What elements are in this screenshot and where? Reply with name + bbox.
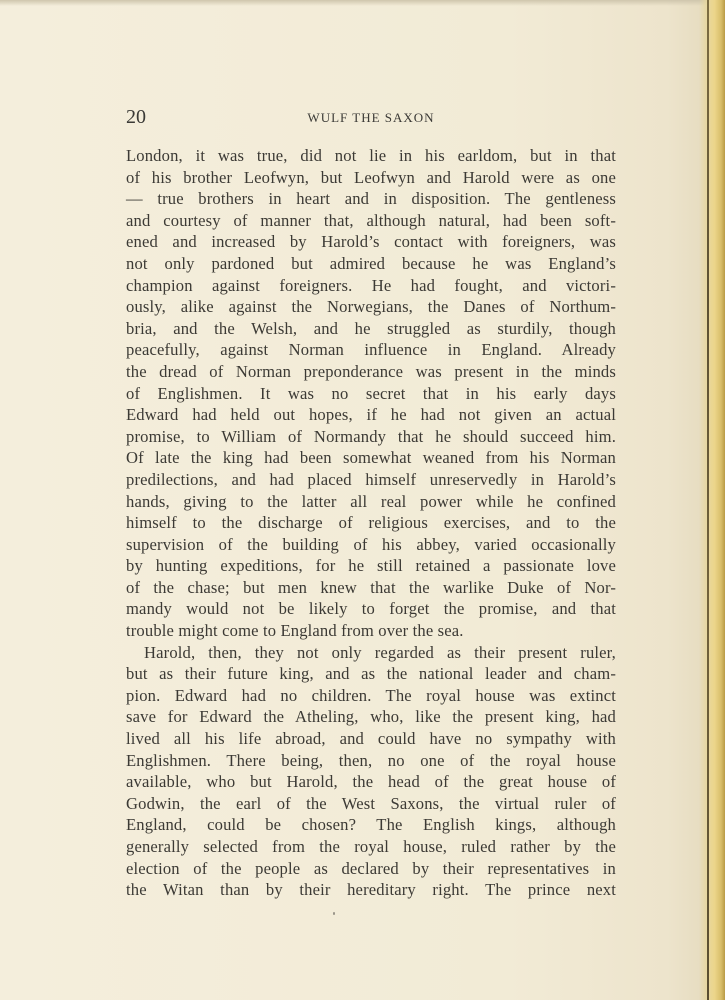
text-line: supervision of the building of his abbey, varied occasionally bbox=[126, 534, 616, 554]
text-line: ened and increased by Harold’s contact with foreigners, was bbox=[126, 232, 616, 252]
text-line: predilections, and had placed himself unreservedly in Harold’s bbox=[126, 469, 616, 489]
text-line: mandy would not be likely to forget the promise, and that bbox=[126, 599, 616, 619]
text-line: hands, giving to the latter all real power while he confined bbox=[126, 491, 616, 511]
text-line: of his brother Leofwyn, but Leofwyn and Harold were as one bbox=[126, 167, 616, 187]
spine-shadow-line bbox=[707, 0, 709, 1000]
text-line: promise, to William of Normandy that he should succeed him. bbox=[126, 426, 616, 446]
text-line: not only pardoned but admired because he was England’s bbox=[126, 253, 616, 273]
text-line: Englishmen. There being, then, no one of the royal house bbox=[126, 750, 616, 770]
text-line: England, could be chosen? The English kings, although bbox=[126, 815, 616, 835]
text-line: trouble might come to England from over the sea. bbox=[126, 621, 464, 641]
text-line: peacefully, against Norman influence in England. Already bbox=[126, 340, 616, 360]
text-line: pion. Edward had no children. The royal house was extinct bbox=[126, 685, 616, 705]
ink-speck bbox=[333, 912, 335, 915]
paragraph-1 bbox=[126, 145, 616, 642]
text-line: save for Edward the Atheling, who, like the present king, had bbox=[126, 707, 616, 727]
text-line: Harold, then, they not only regarded as their present ruler, bbox=[144, 642, 616, 662]
text-line: Edward had held out hopes, if he had not given an actual bbox=[126, 405, 616, 425]
text-line: but as their future king, and as the national leader and cham- bbox=[126, 664, 616, 684]
body-text bbox=[126, 145, 616, 901]
text-line: the dread of Norman preponderance was present in the minds bbox=[126, 361, 616, 381]
paragraph-2 bbox=[126, 642, 616, 901]
text-line: champion against foreigners. He had fought, and victori- bbox=[126, 275, 616, 295]
text-line: by hunting expeditions, for he still retained a passionate love bbox=[126, 556, 616, 576]
page-header bbox=[126, 106, 616, 130]
text-line: Of late the king had been somewhat weaned from his Norman bbox=[126, 448, 616, 468]
text-line: ously, alike against the Norwegians, the Danes of Northum- bbox=[126, 297, 616, 317]
text-line: of Englishmen. It was no secret that in his early days bbox=[126, 383, 616, 403]
text-line: lived all his life abroad, and could have no sympathy with bbox=[126, 729, 616, 749]
page-number: 20 bbox=[126, 106, 146, 128]
text-line: of the chase; but men knew that the warlike Duke of Nor- bbox=[126, 577, 616, 597]
book-spine-edge bbox=[699, 0, 725, 1000]
running-title: WULF THE SAXON bbox=[307, 110, 435, 125]
text-line: generally selected from the royal house, ruled rather by the bbox=[126, 837, 616, 856]
text-line: — true brothers in heart and in disposition. The gentleness bbox=[126, 189, 616, 209]
text-line: and courtesy of manner that, although natural, had been soft- bbox=[126, 210, 616, 230]
text-line: himself to the discharge of religious exercises, and to the bbox=[126, 513, 616, 533]
text-line: bria, and the Welsh, and he struggled as sturdily, though bbox=[126, 318, 616, 338]
page-top-edge bbox=[0, 0, 725, 6]
text-line: available, who but Harold, the head of the great house of bbox=[126, 772, 616, 792]
text-line: Godwin, the earl of the West Saxons, the virtual ruler of bbox=[126, 793, 616, 813]
text-line: the Witan than by their hereditary right. The prince next bbox=[126, 880, 616, 900]
text-line: election of the people as declared by their representatives in bbox=[126, 858, 616, 878]
text-line: London, it was true, did not lie in his earldom, but in that bbox=[126, 146, 616, 165]
